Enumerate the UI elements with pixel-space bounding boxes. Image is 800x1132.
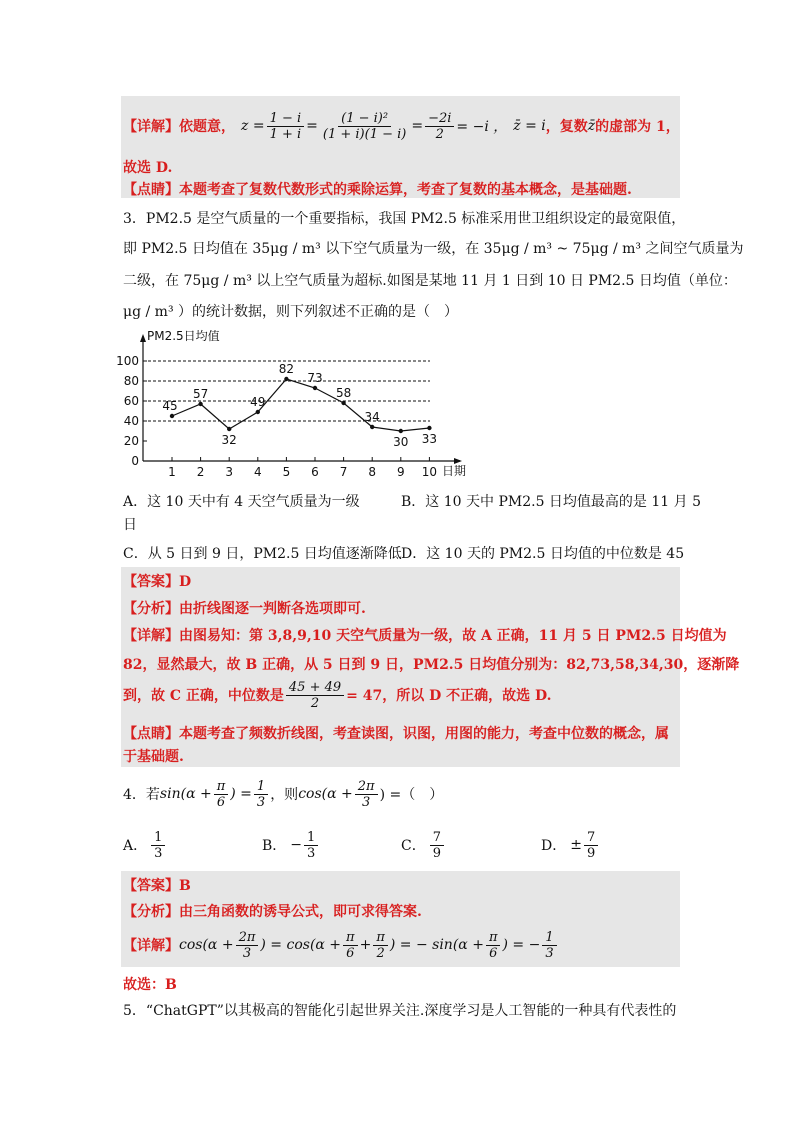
q4-stem-b: ，则 bbox=[270, 787, 299, 803]
q3-line2: 即 PM2.5 日均值在 35μg / m³ 以下空气质量为一级，在 35μg / m³ ~ 75μg / m³ 之间空气质量为 bbox=[123, 241, 744, 257]
data-point-7 bbox=[341, 401, 345, 405]
data-point-10 bbox=[427, 426, 431, 430]
x-tick-label-2: 2 bbox=[196, 465, 205, 479]
comment-tag: 【点睛】 bbox=[123, 726, 179, 742]
select-line-q2: 故选 D. bbox=[123, 160, 173, 176]
y-tick-label-40: 40 bbox=[123, 414, 139, 428]
q4-stem bbox=[123, 776, 443, 812]
detail-tag: 【详解】 bbox=[123, 938, 179, 954]
median-fraction: $\frac{45 + 49}{2}$ bbox=[286, 680, 344, 711]
y-axis-arrow bbox=[140, 334, 146, 342]
q4-tail: ) =（ ） bbox=[379, 787, 444, 803]
answer-value: B bbox=[179, 878, 191, 894]
data-point-5 bbox=[284, 377, 288, 381]
detail-tag: 【详解】 bbox=[123, 628, 179, 644]
data-label-9: 30 bbox=[393, 435, 409, 449]
pm25-line-chart bbox=[110, 326, 480, 486]
q4-option-b: B． − $\frac{1}{3}$ bbox=[262, 827, 320, 863]
data-label-8: 34 bbox=[364, 410, 380, 424]
comment-text-1: 本题考查了频数折线图，考查读图，识图，用图的能力，考查中位数的概念，属 bbox=[179, 726, 669, 742]
series-line bbox=[172, 379, 429, 431]
data-point-2 bbox=[198, 402, 202, 406]
detail-line2-q3: 82，显然最大，故 B 正确，从 5 日到 9 日，PM2.5 日均值分别为：82,73,58,34,30，逐渐降 bbox=[123, 657, 740, 673]
q3-option-c: C．从 5 日到 9 日，PM2.5 日均值逐渐降低 bbox=[123, 546, 402, 562]
x-tick-label-4: 4 bbox=[253, 465, 262, 479]
answer-line-q4 bbox=[123, 875, 191, 895]
detail-lead: 依题意， bbox=[179, 119, 235, 135]
data-label-1: 45 bbox=[162, 399, 178, 413]
x-tick-label-3: 3 bbox=[225, 465, 234, 479]
x-tick-label-6: 6 bbox=[311, 465, 319, 479]
analysis-tag: 【分析】 bbox=[123, 904, 179, 920]
data-label-2: 57 bbox=[192, 387, 209, 401]
q3-line4: μg / m³ ）的统计数据，则下列叙述不正确的是（ ） bbox=[123, 304, 459, 320]
y-tick-label-20: 20 bbox=[123, 434, 139, 448]
comment-tag: 【点睛】 bbox=[123, 182, 179, 198]
data-label-10: 33 bbox=[421, 432, 438, 446]
fraction-2: $\frac{\text{(1 − i)²}}{(1 + i)(1 - i)}$ bbox=[322, 110, 407, 142]
sin-expr: sin(α + bbox=[159, 786, 212, 802]
fraction-1: $\frac{1 - i}{1 + i}$ bbox=[267, 111, 305, 142]
detail-line-q2 bbox=[123, 106, 680, 146]
pi-over-6: $\frac{\pi}{6}$ bbox=[214, 779, 229, 810]
data-label-7: 58 bbox=[335, 386, 352, 400]
q3-option-d: D．这 10 天的 PM2.5 日均值的中位数是 45 bbox=[401, 546, 685, 562]
analysis-line-q4 bbox=[123, 901, 422, 921]
q3-option-b-cont: 日 bbox=[123, 517, 137, 533]
detail-text-3b: = 47，所以 D 不正确，故选 D. bbox=[346, 688, 552, 704]
q5-line1: 5．“ChatGPT”以其极高的智能化引起世界关注.深度学习是人工智能的一种具有代表性的 bbox=[123, 1003, 677, 1019]
detail-line-q4: 【详解】 cos(α + $\frac{2\pi}{3}$ ) = cos(α + $\frac{\pi}{6}$ + $\frac{\pi}{2}$ ) = − sin(α + $\frac{\pi}{6}$ ) = − $\frac{1}{3}$ bbox=[123, 925, 559, 965]
data-point-8 bbox=[370, 425, 374, 429]
detail-text-1: 由图易知：第 3,8,9,10 天空气质量为一级，故 A 正确，11 月 5 日 PM2.5 日均值为 bbox=[179, 628, 727, 644]
q3-option-a: A．这 10 天中有 4 天空气质量为一级 bbox=[123, 494, 360, 510]
q3-line1: 3．PM2.5 是空气质量的一个重要指标，我国 PM2.5 标准采用世卫组织设定的最宽限值， bbox=[123, 211, 686, 227]
detail-text-3a: 到，故 C 正确，中位数是 bbox=[123, 688, 284, 704]
conjugate: z̄ = i bbox=[513, 118, 546, 134]
q3-option-b: B．这 10 天中 PM2.5 日均值最高的是 11 月 5 bbox=[401, 494, 701, 510]
data-label-4: 49 bbox=[250, 395, 266, 409]
x-tick-label-10: 10 bbox=[421, 465, 438, 479]
comment-line-q2 bbox=[123, 179, 632, 199]
q4-option-d: D． ± $\frac{7}{9}$ bbox=[541, 827, 600, 863]
2pi-over-3: $\frac{2\pi}{3}$ bbox=[355, 779, 378, 810]
q4-option-c: C． $\frac{7}{9}$ bbox=[401, 827, 446, 863]
y-axis-label: PM2.5日均值 bbox=[147, 329, 220, 343]
detail-tail-a: ，复数 bbox=[545, 119, 588, 135]
y-tick-label-100: 100 bbox=[116, 354, 139, 368]
cos-expr: cos(α + bbox=[298, 786, 353, 802]
data-point-3 bbox=[227, 427, 231, 431]
equals: = bbox=[306, 118, 318, 134]
select-line-q4: 故选：B bbox=[123, 977, 177, 993]
data-label-6: 73 bbox=[307, 371, 323, 385]
detail-line1-q3 bbox=[123, 625, 727, 645]
x-tick-label-1: 1 bbox=[168, 465, 176, 479]
data-point-6 bbox=[313, 386, 317, 390]
analysis-line-q3 bbox=[123, 598, 366, 618]
q4-stem-a: 4．若 bbox=[123, 787, 160, 803]
analysis-text: 由三角函数的诱导公式，即可求得答案. bbox=[179, 904, 422, 920]
y-tick-label-80: 80 bbox=[123, 374, 139, 388]
comment-line1-q3 bbox=[123, 723, 669, 743]
x-tick-label-9: 9 bbox=[396, 465, 405, 479]
x-axis-label: 日期 bbox=[442, 464, 467, 478]
analysis-tag: 【分析】 bbox=[123, 601, 179, 617]
z-label: z = bbox=[241, 118, 265, 134]
comment-line2-q3: 于基础题. bbox=[123, 749, 184, 765]
data-point-1 bbox=[170, 414, 174, 418]
x-tick-label-7: 7 bbox=[339, 465, 348, 479]
x-tick-label-8: 8 bbox=[368, 465, 377, 479]
equals: = bbox=[411, 118, 424, 134]
answer-value: D bbox=[179, 574, 192, 590]
one-third: $\frac{1}{3}$ bbox=[254, 779, 268, 810]
data-label-3: 32 bbox=[221, 433, 237, 447]
answer-line-q3 bbox=[123, 571, 191, 591]
result: = −i ， bbox=[456, 119, 508, 135]
answer-tag: 【答案】 bbox=[123, 574, 179, 590]
x-tick-label-5: 5 bbox=[282, 465, 291, 479]
q3-line3: 二级，在 75μg / m³ 以上空气质量为超标.如图是某地 11 月 1 日到 10 日 PM2.5 日均值（单位： bbox=[123, 273, 737, 289]
analysis-text: 由折线图逐一判断各选项即可. bbox=[179, 601, 366, 617]
data-label-5: 82 bbox=[278, 362, 295, 376]
answer-tag: 【答案】 bbox=[123, 878, 179, 894]
data-point-9 bbox=[399, 429, 403, 433]
detail-tail-b: 的虚部为 1， bbox=[595, 119, 680, 135]
detail-line3-q3 bbox=[123, 677, 552, 713]
data-point-4 bbox=[256, 410, 260, 414]
comment-text: 本题考查了复数代数形式的乘除运算，考查了复数的基本概念，是基础题. bbox=[179, 182, 632, 198]
y-tick-label-0: 0 bbox=[131, 454, 139, 468]
close-eq: ) = bbox=[230, 786, 252, 802]
detail-tag: 【详解】 bbox=[123, 119, 179, 135]
fraction-3: $\frac{-2i}{2}$ bbox=[425, 111, 454, 142]
q4-option-a: A． $\frac{1}{3}$ bbox=[123, 827, 167, 863]
zbar: z̄ bbox=[587, 118, 596, 134]
y-tick-label-60: 60 bbox=[123, 394, 139, 408]
